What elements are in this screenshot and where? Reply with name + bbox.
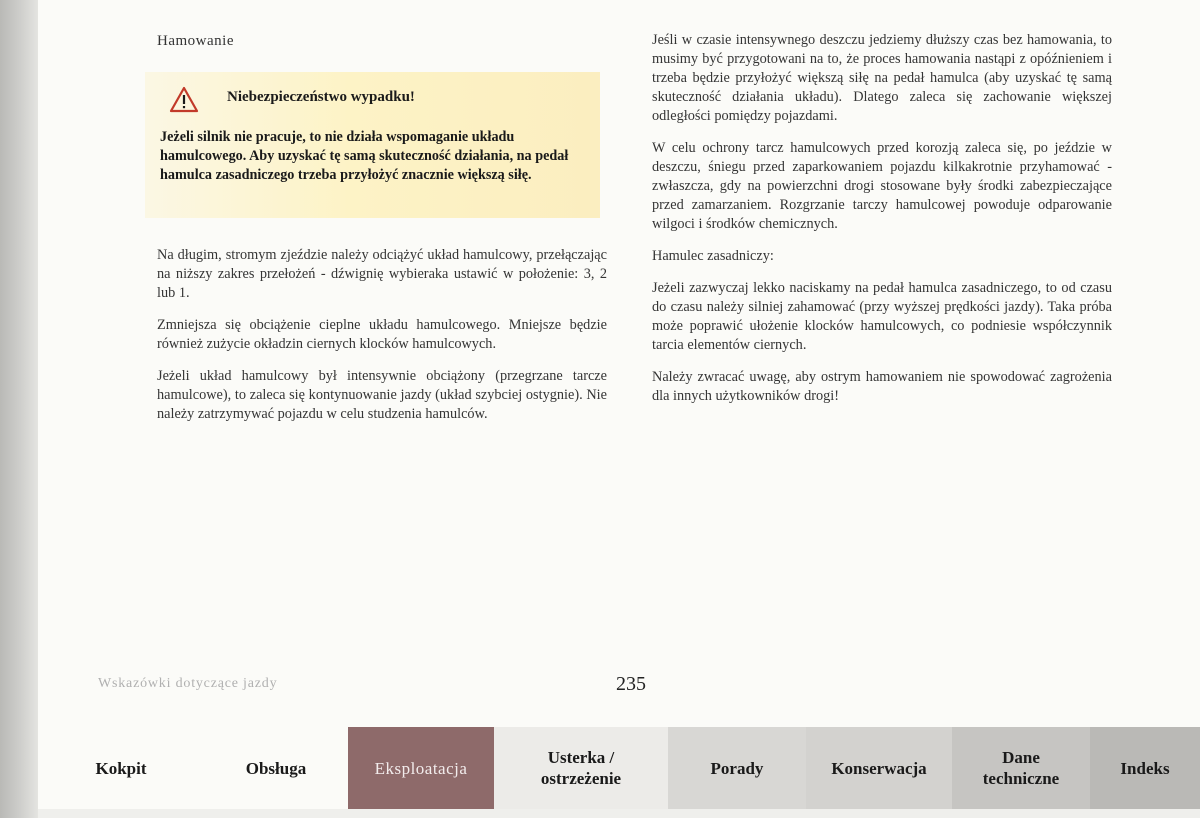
nav-tab-label: Dane techniczne xyxy=(982,748,1060,788)
warning-text: Jeżeli silnik nie pracuje, to nie działa wspomaganie układu hamulcowego. Aby uzyskać tę samą skuteczność działania, na pedał hamulca zasadniczego trzeba przyłożyć znacznie większą siłę. xyxy=(160,129,569,183)
footer-section-label: Wskazówki dotyczące jazdy xyxy=(98,676,278,691)
nav-tab-label: Obsługa xyxy=(245,758,307,778)
bottom-edge xyxy=(38,809,1200,818)
paragraph: W celu ochrony tarcz hamulcowych przed korozją zaleca się, po jeździe w deszczu, śniegu przed zaparkowaniem pojazdu kilkakrotnie przyhamować - zwłaszcza, gdy na powierzchni drogi stosowane były środki zabezpieczające przed zamarzaniem. Rozgrzanie tarczy hamulcowej powoduje odparowanie wilgoci i środków chemicznych. xyxy=(652,140,1112,232)
nav-tab-kokpit[interactable] xyxy=(38,727,204,809)
section-title: Hamowanie xyxy=(157,33,234,49)
nav-tab-dane-techniczne[interactable] xyxy=(952,727,1090,809)
right-column xyxy=(652,31,1112,419)
nav-tab-indeks[interactable] xyxy=(1090,727,1200,809)
left-column xyxy=(157,246,607,437)
warning-title: Niebezpieczeństwo wypadku! xyxy=(227,89,415,105)
nav-tab-obsluga[interactable] xyxy=(204,727,348,809)
paragraph: Na długim, stromym zjeździe należy odciążyć układ hamulcowy, przełączając na niższy zakres przełożeń - dźwignię wybieraka ustawić w położenie: 3, 2 lub 1. xyxy=(157,247,607,301)
nav-tab-konserwacja[interactable] xyxy=(806,727,952,809)
nav-tab-label: Indeks xyxy=(1120,758,1170,778)
chapter-nav-bar xyxy=(38,727,1200,809)
paragraph: Należy zwracać uwagę, aby ostrym hamowaniem nie spowodować zagrożenia dla innych użytkowników drogi! xyxy=(652,369,1112,404)
page-number: 235 xyxy=(616,673,646,695)
nav-tab-label: Kokpit xyxy=(95,758,147,778)
page-binding-edge xyxy=(0,0,38,818)
nav-tab-eksploatacja-active[interactable] xyxy=(348,727,494,809)
subheading: Hamulec zasadniczy: xyxy=(652,248,774,264)
nav-tab-label: Konserwacja xyxy=(831,758,927,778)
nav-tab-label: Porady xyxy=(710,758,764,778)
paragraph: Zmniejsza się obciążenie cieplne układu hamulcowego. Mniejsze będzie również zużycie okładzin ciernych klocków hamulcowych. xyxy=(157,317,607,352)
paragraph: Jeżeli układ hamulcowy był intensywnie obciążony (przegrzane tarcze hamulcowe), to zaleca się kontynuowanie jazdy (układ szybciej ostygnie). Nie należy zatrzymywać pojazdu w celu studzenia hamulców. xyxy=(157,368,607,422)
paragraph: Jeżeli zazwyczaj lekko naciskamy na pedał hamulca zasadniczego, to od czasu do czasu należy silniej zahamować (przy wyższej prędkości jazdy). Taka próba może poprawić ułożenie klocków hamulcowych, co podniesie współczynnik tarcia elementów ciernych. xyxy=(652,280,1112,353)
paragraph: Jeśli w czasie intensywnego deszczu jedziemy dłuższy czas bez hamowania, to musimy być przygotowani na to, że proces hamowania nastąpi z opóźnieniem i trzeba będzie przyłożyć większą siłę na pedał hamulca (aby uzyskać tę samą skuteczność działania układu). Dlatego zaleca się zachowanie większej odległości pomiędzy pojazdami. xyxy=(652,32,1112,124)
warning-triangle-icon xyxy=(169,86,199,113)
warning-box xyxy=(145,72,600,218)
nav-tab-porady[interactable] xyxy=(668,727,806,809)
nav-tab-label: Usterka / ostrzeżenie xyxy=(540,748,622,788)
nav-tab-label: Eksploatacja xyxy=(374,758,468,778)
nav-tab-usterka[interactable] xyxy=(494,727,668,809)
